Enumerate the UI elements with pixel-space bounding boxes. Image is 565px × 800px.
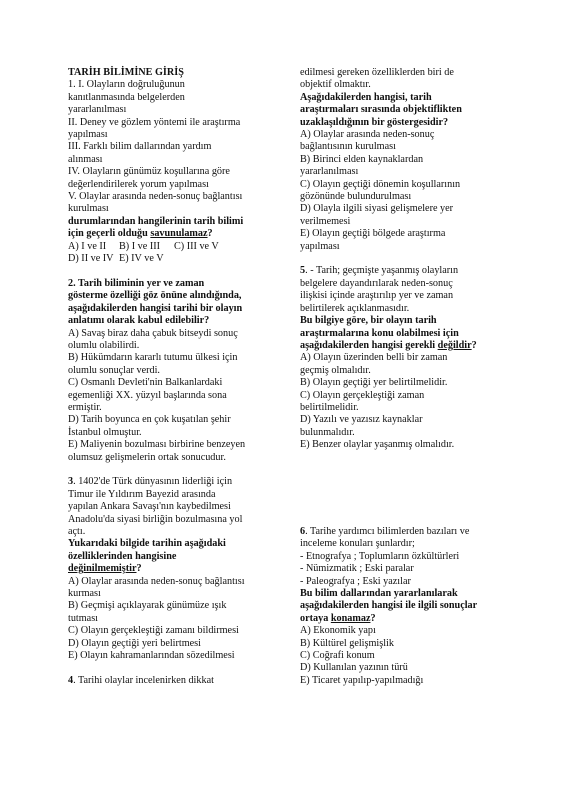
q4-option-c[interactable]: C) Olayın geçtiği dönemin koşullarının (300, 178, 461, 190)
q1-line: kurulması (68, 203, 109, 215)
q4-question-text: araştırmaları sırasında objektiflikten (300, 104, 462, 116)
q6-option-a[interactable]: A) Ekonomik yapı (300, 625, 376, 637)
left-column (68, 67, 280, 687)
q1-option-d[interactable]: D) II ve IV (68, 253, 114, 265)
q1-line: kanıtlanmasında belgelerden (68, 91, 185, 103)
q2-option-d[interactable]: D) Tarih boyunca en çok kuşatılan şehir (68, 414, 231, 426)
q6-option-b[interactable]: B) Kültürel gelişmişlik (300, 637, 394, 649)
q1-question-text-last (68, 228, 280, 240)
question-5 (300, 265, 518, 451)
q6-question-mark: ? (370, 612, 376, 624)
q6-intro-line: - Etnografya ; Toplumların özkültürleri (300, 550, 460, 562)
q6-question-text: Bu bilim dallarından yararlanılarak (300, 587, 458, 599)
q6-intro-line: - Paleografya ; Eski yazılar (300, 575, 411, 587)
q5-question-text-last (300, 340, 518, 352)
q1-question-text: durumlarından hangilerinin tarih bilimi (68, 215, 244, 227)
q3-question-text: Yukarıdaki bilgide tarihin aşağıdaki (68, 538, 226, 550)
q6-key-word: konamaz (330, 612, 371, 624)
spacer (300, 476, 518, 488)
q2-option-a-cont[interactable]: olumlu olabilirdi. (68, 339, 140, 351)
q4-option-d-cont[interactable]: verilmemesi (300, 215, 351, 227)
q4-option-a-cont[interactable]: bağlantısının kurulması (300, 141, 396, 153)
q1-option-c[interactable]: C) III ve V (174, 240, 219, 252)
question-1 (68, 79, 280, 265)
q5-option-a[interactable]: A) Olayın üzerinden belli bir zaman (300, 352, 448, 364)
q5-question-text: Bu bilgiye göre, bir olayın tarih (300, 315, 437, 327)
q1-line: yararlanılması (68, 104, 127, 116)
q2-option-e-cont[interactable]: olumsuz gelişmelerin ortak sonucudur. (68, 451, 226, 463)
spacer (300, 464, 518, 476)
q1-line: değerlendirilerek yorum yapılması (68, 178, 209, 190)
q5-option-a-cont[interactable]: geçmiş olmalıdır. (300, 364, 371, 376)
q6-question-prefix: ortaya (300, 612, 331, 624)
q5-option-c-cont[interactable]: belirtilmelidir. (300, 401, 359, 413)
q4-number: 4 (68, 674, 74, 686)
q4-intro-first-line (68, 675, 280, 687)
question-3 (68, 476, 280, 662)
spacer (68, 662, 280, 674)
page-title: TARİH BİLİMİNE GİRİŞ (68, 67, 184, 78)
question-2 (68, 278, 280, 464)
q3-option-d[interactable]: D) Olayın geçtiği yeri belirtmesi (68, 637, 201, 649)
q2-option-c-cont[interactable]: egemenliği XX. yüzyıl başlarında sona (68, 389, 227, 401)
q5-intro-text: . - Tarih; geçmişte yaşanmış olayların (305, 265, 459, 277)
q4-option-e-cont[interactable]: yapılması (300, 240, 340, 252)
q2-option-a[interactable]: A) Savaş biraz daha çabuk bitseydi sonuç (68, 327, 238, 339)
q1-line: alınması (68, 153, 103, 165)
q1-question-prefix: için geçerli olduğu (68, 228, 151, 240)
q1-option-b[interactable]: B) I ve III (119, 240, 161, 252)
q6-option-e[interactable]: E) Ticaret yapılıp-yapılmadığı (300, 674, 424, 686)
q1-options-row-2 (68, 253, 280, 265)
q3-intro-line: Anadolu'da siyasi birliğin bozulmasına yol (68, 513, 243, 525)
q5-intro-first-line (300, 265, 518, 277)
q5-intro-line: ilişkisi içinde araştırılıp yer ve zaman (300, 290, 454, 302)
q3-intro-first-line (68, 476, 280, 488)
q1-line: III. Farklı bilim dallarından yardım (68, 141, 212, 153)
q3-option-e[interactable]: E) Olayın kahramanlarından sözedilmesi (68, 650, 235, 662)
q5-intro-line: belgelere dayandırılarak neden-sonuç (300, 277, 453, 289)
q2-option-b-cont[interactable]: olumlu sonuçlar verdi. (68, 364, 160, 376)
q1-line: V. Olaylar arasında neden-sonuç bağlantısı (68, 191, 243, 203)
spacer (68, 266, 280, 278)
question-6 (300, 526, 518, 687)
q4-option-d[interactable]: D) Olayla ilgili siyasi gelişmelere yer (300, 203, 454, 215)
q6-number: 6 (300, 525, 306, 537)
q4-option-a[interactable]: A) Olaylar arasında neden-sonuç (300, 129, 435, 141)
q3-question-mark: ? (136, 563, 142, 575)
q2-question-text: anlatımı olarak kabul edilebilir? (68, 315, 210, 327)
q1-option-a[interactable]: A) I ve II (68, 240, 107, 252)
right-column (300, 67, 518, 687)
q1-line: 1. I. Olayların doğruluğunun (68, 79, 185, 91)
q5-question-prefix: aşağıdakilerden hangisi gerekli (300, 339, 438, 351)
q1-question-mark: ? (207, 228, 213, 240)
spacer (300, 514, 518, 526)
spacer (300, 501, 518, 513)
q4-question-text: Aşağıdakilerden hangisi, tarih (300, 91, 432, 103)
q6-option-c[interactable]: C) Coğrafi konum (300, 649, 375, 661)
q3-intro-line: yapılan Ankara Savaşı'nın kaybedilmesi (68, 501, 231, 513)
q5-option-e[interactable]: E) Benzer olaylar yaşanmış olmalıdır. (300, 439, 455, 451)
q6-intro-line: - Nümizmatik ; Eski paralar (300, 563, 414, 575)
q2-question-text: aşağıdakilerden hangisi tarihi bir olayın (68, 302, 243, 314)
q5-option-c[interactable]: C) Olayın gerçekleştiği zaman (300, 389, 425, 401)
q3-option-b[interactable]: B) Geçmişi açıklayarak günümüze ışık (68, 600, 227, 612)
q1-options-row-1 (68, 241, 280, 253)
q5-question-text: araştırmalarına konu olabilmesi için (300, 327, 459, 339)
q6-intro-line: inceleme konuları şunlardır; (300, 538, 415, 550)
q3-option-c[interactable]: C) Olayın gerçekleştiği zamanı bildirmesi (68, 625, 239, 637)
q3-option-a-cont[interactable]: kurması (68, 588, 101, 600)
q2-option-c-cont[interactable]: ermiştir. (68, 401, 102, 413)
q3-intro-line: açtı. (68, 526, 86, 537)
q1-line: IV. Olayların günümüz koşullarına göre (68, 166, 230, 178)
q4-option-e[interactable]: E) Olayın geçtiği bölgede araştırma (300, 228, 446, 240)
q4-option-b[interactable]: B) Birinci elden kaynaklardan (300, 153, 424, 165)
q5-option-b[interactable]: B) Olayın geçtiği yer belirtilmelidir. (300, 377, 448, 389)
q5-option-d-cont[interactable]: bulunmalıdır. (300, 426, 355, 438)
q3-intro-text: . 1402'de Türk dünyasının liderliği için (73, 476, 233, 488)
q5-key-word: değildir (437, 339, 472, 351)
q6-question-text-last (300, 613, 518, 625)
q4-option-b-cont[interactable]: yararlanılması (300, 166, 359, 178)
q5-question-mark: ? (471, 339, 477, 351)
q3-key-word: değinilmemiştir (68, 563, 137, 575)
q4-question-text: uzaklaşıldığının bir göstergesidir? (300, 116, 449, 128)
q3-question-text-last (68, 563, 280, 575)
q5-number: 5 (300, 265, 306, 277)
q1-line: II. Deney ve gözlem yöntemi ile araştırma (68, 116, 241, 128)
q5-option-d[interactable]: D) Yazılı ve yazısız kaynaklar (300, 414, 423, 426)
question-4-start (68, 675, 280, 687)
q3-question-text: özelliklerinden hangisine (68, 550, 177, 562)
spacer (300, 253, 518, 265)
q6-intro-first-line (300, 526, 518, 538)
q1-line: yapılması (68, 129, 108, 141)
q3-intro-line: Timur ile Yıldırım Bayezid arasında (68, 488, 216, 500)
q1-option-e[interactable]: E) IV ve V (119, 253, 164, 265)
q1-key-word: savunulamaz (150, 228, 208, 240)
spacer (300, 489, 518, 501)
spacer (68, 464, 280, 476)
q2-option-b[interactable]: B) Hükümdarın kararlı tutumu ülkesi için (68, 352, 238, 364)
q2-question-text: 2. Tarih biliminin yer ve zaman (68, 277, 205, 289)
q3-number: 3 (68, 476, 74, 488)
q4-intro-line: objektif olmaktır. (300, 79, 371, 91)
q6-intro-text: . Tarihe yardımcı bilimlerden bazıları ve (305, 525, 470, 537)
q5-intro-line: belirtilerek açıklanmasıdır. (300, 302, 410, 314)
q2-option-c[interactable]: C) Osmanlı Devleti'nin Balkanlardaki (68, 377, 223, 389)
q2-option-d-cont[interactable]: İstanbul olmuştur. (68, 426, 142, 438)
q3-option-b-cont[interactable]: tutması (68, 612, 98, 624)
spacer (300, 452, 518, 464)
q4-intro-line: edilmesi gereken özelliklerden biri de (300, 67, 454, 78)
q3-option-a[interactable]: A) Olaylar arasında neden-sonuç bağlantısı (68, 575, 245, 587)
q4-option-c-cont[interactable]: gözönünde bulundurulması (300, 191, 412, 203)
question-4-cont (300, 67, 518, 253)
q2-question-text: gösterme özelliği göz önüne alındığında, (68, 290, 242, 302)
q4-intro-text: . Tarihi olaylar incelenirken dikkat (73, 674, 214, 686)
q6-option-d[interactable]: D) Kullanılan yazının türü (300, 662, 408, 674)
q6-question-text: aşağıdakilerden hangisi ile ilgili sonuçlar (300, 600, 478, 612)
q1-stem (68, 79, 280, 215)
q2-option-e[interactable]: E) Maliyenin bozulması birbirine benzeyen (68, 439, 246, 451)
